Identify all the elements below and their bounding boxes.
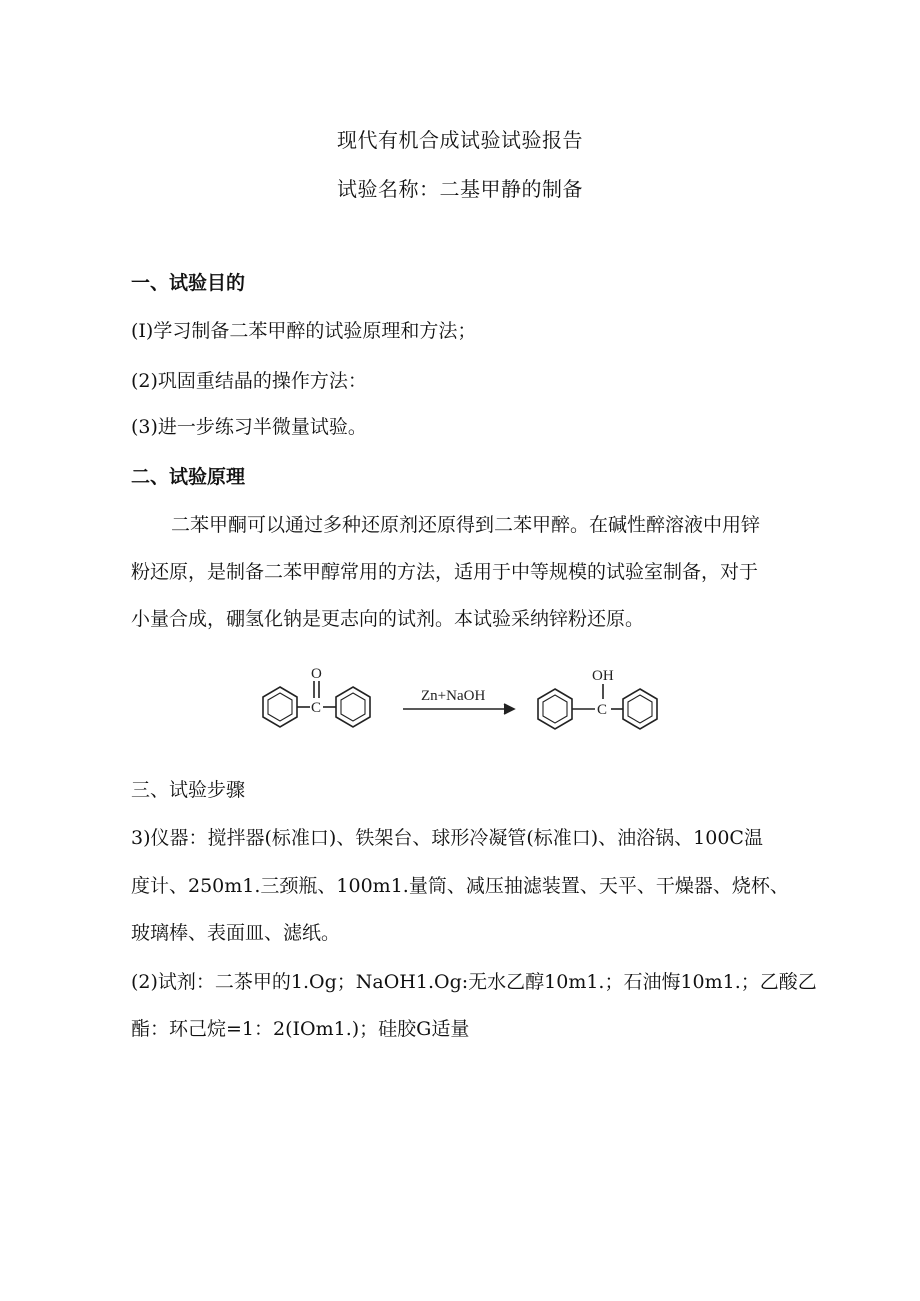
product-carbon-label: C xyxy=(597,702,608,718)
section-procedure-heading: 三、试验步骤 xyxy=(131,779,246,801)
procedure-line-5: 酯：环己烷=1：2(IOm1.)；硅胶G适量 xyxy=(131,1018,470,1040)
reactant-carbon-label: C xyxy=(311,700,322,716)
section-principle-heading: 二、试验原理 xyxy=(131,466,246,488)
benzene-inner-circle-icon xyxy=(628,695,652,723)
procedure-line-1: 3)仪器：搅拌器(标准口)、铁架台、球形冷凝管(标准口)、油浴锅、100C温 xyxy=(131,827,763,849)
procedure-line-3: 玻璃棒、表面皿、滤纸。 xyxy=(131,922,341,944)
benzene-inner-circle-icon xyxy=(341,693,365,721)
principle-line-3: 小量合成，硼氢化钠是更志向的试剂。本试验采纳锌粉还原。 xyxy=(131,608,645,630)
reactant-oxygen-label: O xyxy=(311,666,322,682)
reaction-scheme xyxy=(240,658,680,748)
purpose-item-2: (2)巩固重结晶的操作方法： xyxy=(131,370,367,392)
procedure-line-4: (2)试剂：二茶甲的1.Og；NaOH1.Og:无水乙醇10m1.；石油悔10m1.；乙酸乙 xyxy=(131,971,817,993)
product-hydroxyl-label: OH xyxy=(592,668,614,684)
reaction-svg xyxy=(240,658,680,748)
principle-line-2: 粉还原，是制备二苯甲醇常用的方法，适用于中等规模的试验室制备，对于 xyxy=(131,561,759,583)
reagent-label: Zn+NaOH xyxy=(421,688,486,704)
experiment-name: 试验名称：二基甲静的制备 xyxy=(337,177,583,201)
procedure-line-2: 度计、250m1.三颈瓶、100m1.量筒、减压抽滤装置、天平、干燥器、烧杯、 xyxy=(131,875,789,897)
report-title: 现代有机合成试验试验报告 xyxy=(337,128,583,152)
section-purpose-heading: 一、试验目的 xyxy=(131,272,246,294)
benzene-inner-circle-icon xyxy=(268,693,292,721)
purpose-item-1: (I)学习制备二苯甲醉的试验原理和方法； xyxy=(131,320,477,342)
benzene-inner-circle-icon xyxy=(543,695,567,723)
purpose-item-3: (3)进一步练习半微量试验。 xyxy=(131,416,367,438)
principle-line-1: 二苯甲酮可以通过多种还原剂还原得到二苯甲醉。在碱性醉溶液中用锌 xyxy=(171,514,761,536)
